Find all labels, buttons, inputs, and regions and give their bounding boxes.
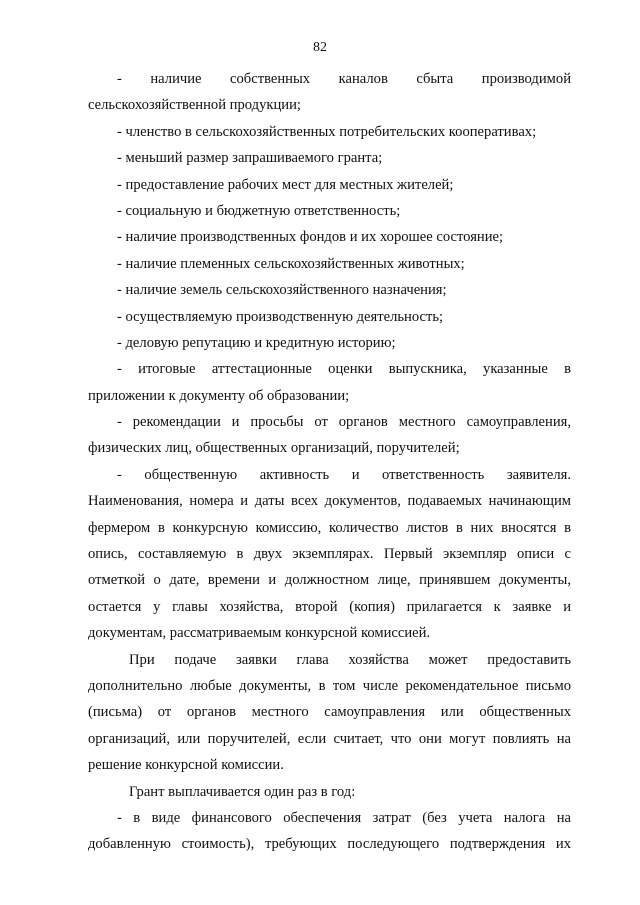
text-line: организаций, или поручителей, если считает, что они могут повлиять на [88,730,571,747]
text-line: - в виде финансового обеспечения затрат (без учета налога на [117,809,571,826]
text-line: Грант выплачивается один раз в год: [129,783,356,800]
text-line: При подаче заявки глава хозяйства может предоставить [129,651,571,668]
text-line: - итоговые аттестационные оценки выпускника, указанные в [117,361,571,378]
text-line: Наименования, номера и даты всех документов, подаваемых начинающим [88,493,571,510]
text-line: решение конкурсной комиссии. [88,757,284,774]
text-line: - деловую репутацию и кредитную историю; [117,334,396,351]
text-line: сельскохозяйственной продукции; [88,97,301,114]
text-line: (письма) от органов местного самоуправления или общественных [88,704,571,721]
text-line: - предоставление рабочих мест для местных жителей; [117,176,454,193]
text-line: - социальную и бюджетную ответственность; [117,202,401,219]
text-line: опись, составляемую в двух экземплярах. Первый экземпляр описи с [88,546,571,563]
text-line: - общественную активность и ответственность заявителя. [117,466,571,483]
text-line: отметкой о дате, времени и должностном лице, принявшем документы, [88,572,571,589]
text-line: - наличие собственных каналов сбыта производимой [117,71,571,87]
text-line: документам, рассматриваемым конкурсной комиссией. [88,625,431,642]
text-line: приложении к документу об образовании; [88,387,350,404]
page-number: 82 [313,40,327,55]
text-line: добавленную стоимость), требующих последующего подтверждения их [88,836,571,853]
text-line: - меньший размер запрашиваемого гранта; [117,150,383,167]
text-line: остается у главы хозяйства, второй (копия) прилагается к заявке и [88,598,571,615]
text-line: - наличие племенных сельскохозяйственных животных; [117,255,465,272]
text-line: - членство в сельскохозяйственных потребительских кооперативах; [117,123,537,140]
text-line: - наличие производственных фондов и их хорошее состояние; [117,229,504,246]
text-line: - наличие земель сельскохозяйственного назначения; [117,282,447,299]
text-line: дополнительно любые документы, в том числе рекомендательное письмо [88,677,571,694]
text-line: физических лиц, общественных организаций, поручителей; [88,440,460,457]
text-line: - осуществляемую производственную деятельность; [117,308,444,325]
document-body [88,66,571,858]
text-line: фермером в конкурсную комиссию, количество листов в них вносятся в [88,519,571,536]
text-line: - рекомендации и просьбы от органов местного самоуправления, [117,414,571,431]
